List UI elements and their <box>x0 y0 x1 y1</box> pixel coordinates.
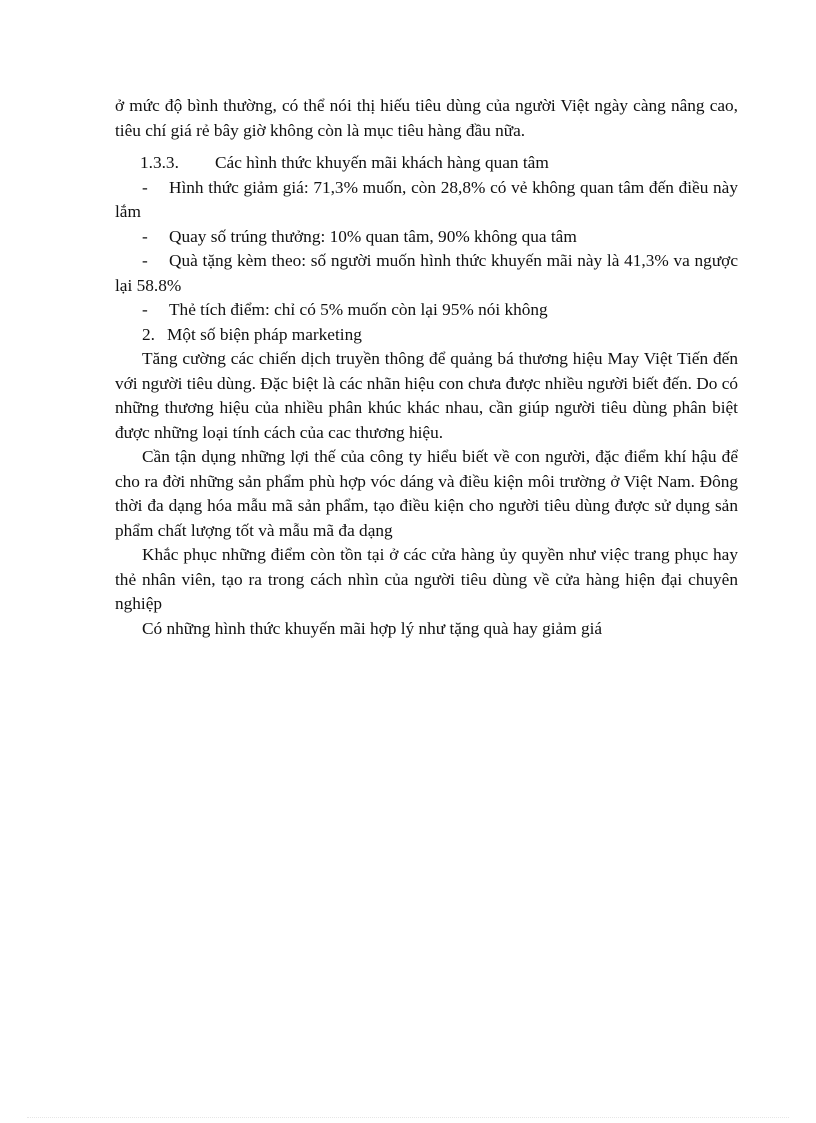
bullet-text: Quà tặng kèm theo: số người muốn hình thức khuyến mãi này là 41,3% va ngược lại 58.8% <box>115 251 738 295</box>
section-heading-1-3-3 <box>115 151 738 176</box>
paragraph-products: Cần tận dụng những lợi thế của công ty hiểu biết về con người, đặc điểm khí hậu để cho ra đời những sản phẩm phù hợp vóc dáng và điều kiện môi trường ở Việt Nam. Đông thời đa dạng hóa mẫu mã sản phẩm, tạo điều kiện cho người tiêu dùng được sử dụng sản phẩm chất lượng tốt và mẫu mã đa dạng <box>115 447 738 540</box>
bullet-item-lucky-draw <box>115 225 738 250</box>
bullet-marker: - <box>142 226 148 246</box>
intro-paragraph: ở mức độ bình thường, có thể nói thị hiếu tiêu dùng của người Việt ngày càng nâng cao, tiêu chí giá rẻ bây giờ không còn là mục tiêu hàng đầu nữa. <box>115 96 738 140</box>
section-title: Các hình thức khuyến mãi khách hàng quan tâm <box>215 153 549 172</box>
bullet-text: Quay số trúng thưởng: 10% quan tâm, 90% không qua tâm <box>169 226 577 246</box>
bullet-text: Thẻ tích điểm: chỉ có 5% muốn còn lại 95% nói không <box>169 300 548 319</box>
numbered-heading-title: Một số biện pháp marketing <box>167 324 362 344</box>
section-number: 1.3.3. <box>140 153 179 172</box>
bullet-marker: - <box>142 177 148 197</box>
bullet-item-loyalty-card <box>115 298 738 323</box>
bullet-item-gift <box>115 249 738 298</box>
bullet-item-discount <box>115 176 738 225</box>
paragraph-communication: Tăng cường các chiến dịch truyền thông để quảng bá thương hiệu May Việt Tiến đến với người tiêu dùng. Đặc biệt là các nhãn hiệu con chưa được nhiều người biết đến. Do có những thương hiệu của nhiều phân khúc khác nhau, cần giúp người tiêu dùng phân biệt được những loại tính cách của cac thương hiệu. <box>115 349 739 442</box>
page-content <box>115 94 738 641</box>
numbered-heading-number: 2. <box>142 324 155 344</box>
paragraph-promotions: Có những hình thức khuyến mãi hợp lý như tặng quà hay giảm giá <box>142 618 603 638</box>
section-heading-2 <box>115 323 738 348</box>
bullet-marker: - <box>142 251 148 270</box>
bullet-marker: - <box>142 300 148 319</box>
paragraph-stores: Khắc phục những điểm còn tồn tại ở các cửa hàng ủy quyền như việc trang phục hay thẻ nhân viên, tạo ra trong cách nhìn của người tiêu dùng về cửa hàng hiện đại chuyên nghiệp <box>115 545 738 613</box>
page-bottom-divider <box>27 1117 789 1118</box>
bullet-text: Hình thức giảm giá: 71,3% muốn, còn 28,8% có vẻ không quan tâm đến điều này lắm <box>115 177 738 221</box>
